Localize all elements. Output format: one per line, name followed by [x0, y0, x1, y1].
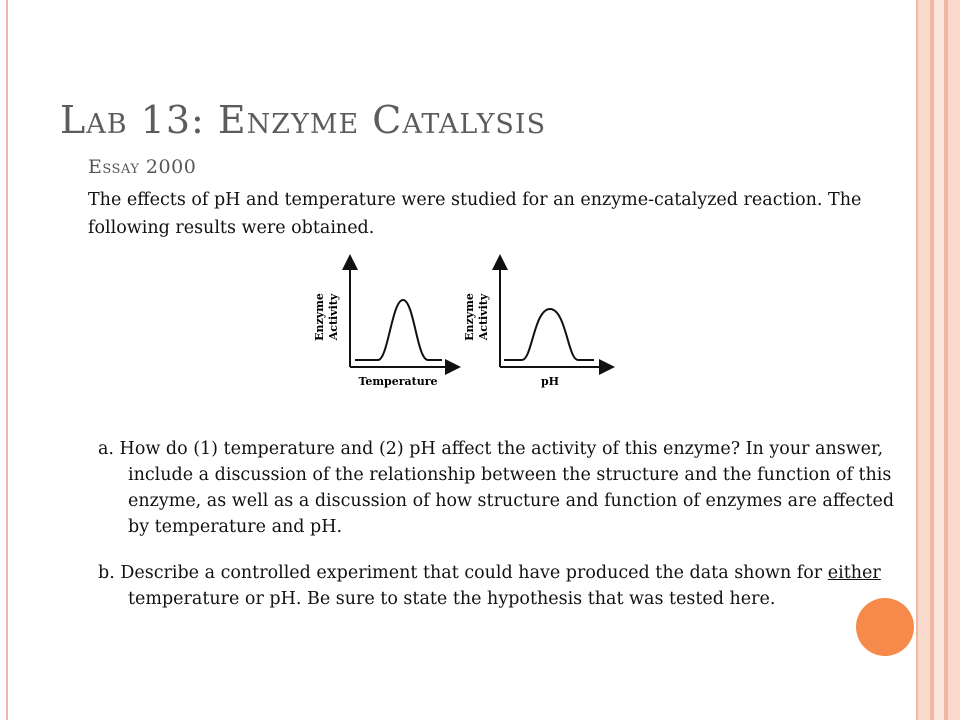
decorative-orange-circle [856, 598, 914, 656]
ph-graph [463, 262, 607, 388]
left-y-label-line2: Activity [327, 293, 340, 341]
ph-activity-curve [504, 309, 594, 360]
essay-subtitle: Essay 2000 [88, 156, 197, 178]
question-b-part2: temperature or pH. Be sure to state the hypothesis that was tested here. [128, 589, 776, 609]
temperature-activity-curve [355, 300, 442, 360]
enzyme-activity-graphs [310, 252, 615, 398]
decorative-stripes [918, 0, 960, 720]
question-b-part1: b. Describe a controlled experiment that could have produced the data shown for [98, 563, 828, 583]
left-y-label-line1: Enzyme [313, 293, 326, 341]
right-y-label-line2: Activity [477, 293, 490, 341]
right-x-label: pH [540, 375, 560, 388]
temperature-graph [313, 262, 453, 388]
page-title: Lab 13: Enzyme Catalysis [60, 98, 547, 142]
intro-text: The effects of pH and temperature were studied for an enzyme-catalyzed reaction. The following results were obtained. [88, 190, 862, 238]
left-x-label: Temperature [358, 375, 438, 388]
question-b-underlined: either [827, 563, 881, 583]
question-b [98, 560, 918, 612]
question-a: a. How do (1) temperature and (2) pH affect the activity of this enzyme? In your answer, include a discussion of the relationship between the structure and the function of this enzyme, as well as a discussion of how structure and function of enzymes are affected by temperature and pH. [98, 439, 895, 537]
right-y-label-line1: Enzyme [463, 293, 476, 341]
